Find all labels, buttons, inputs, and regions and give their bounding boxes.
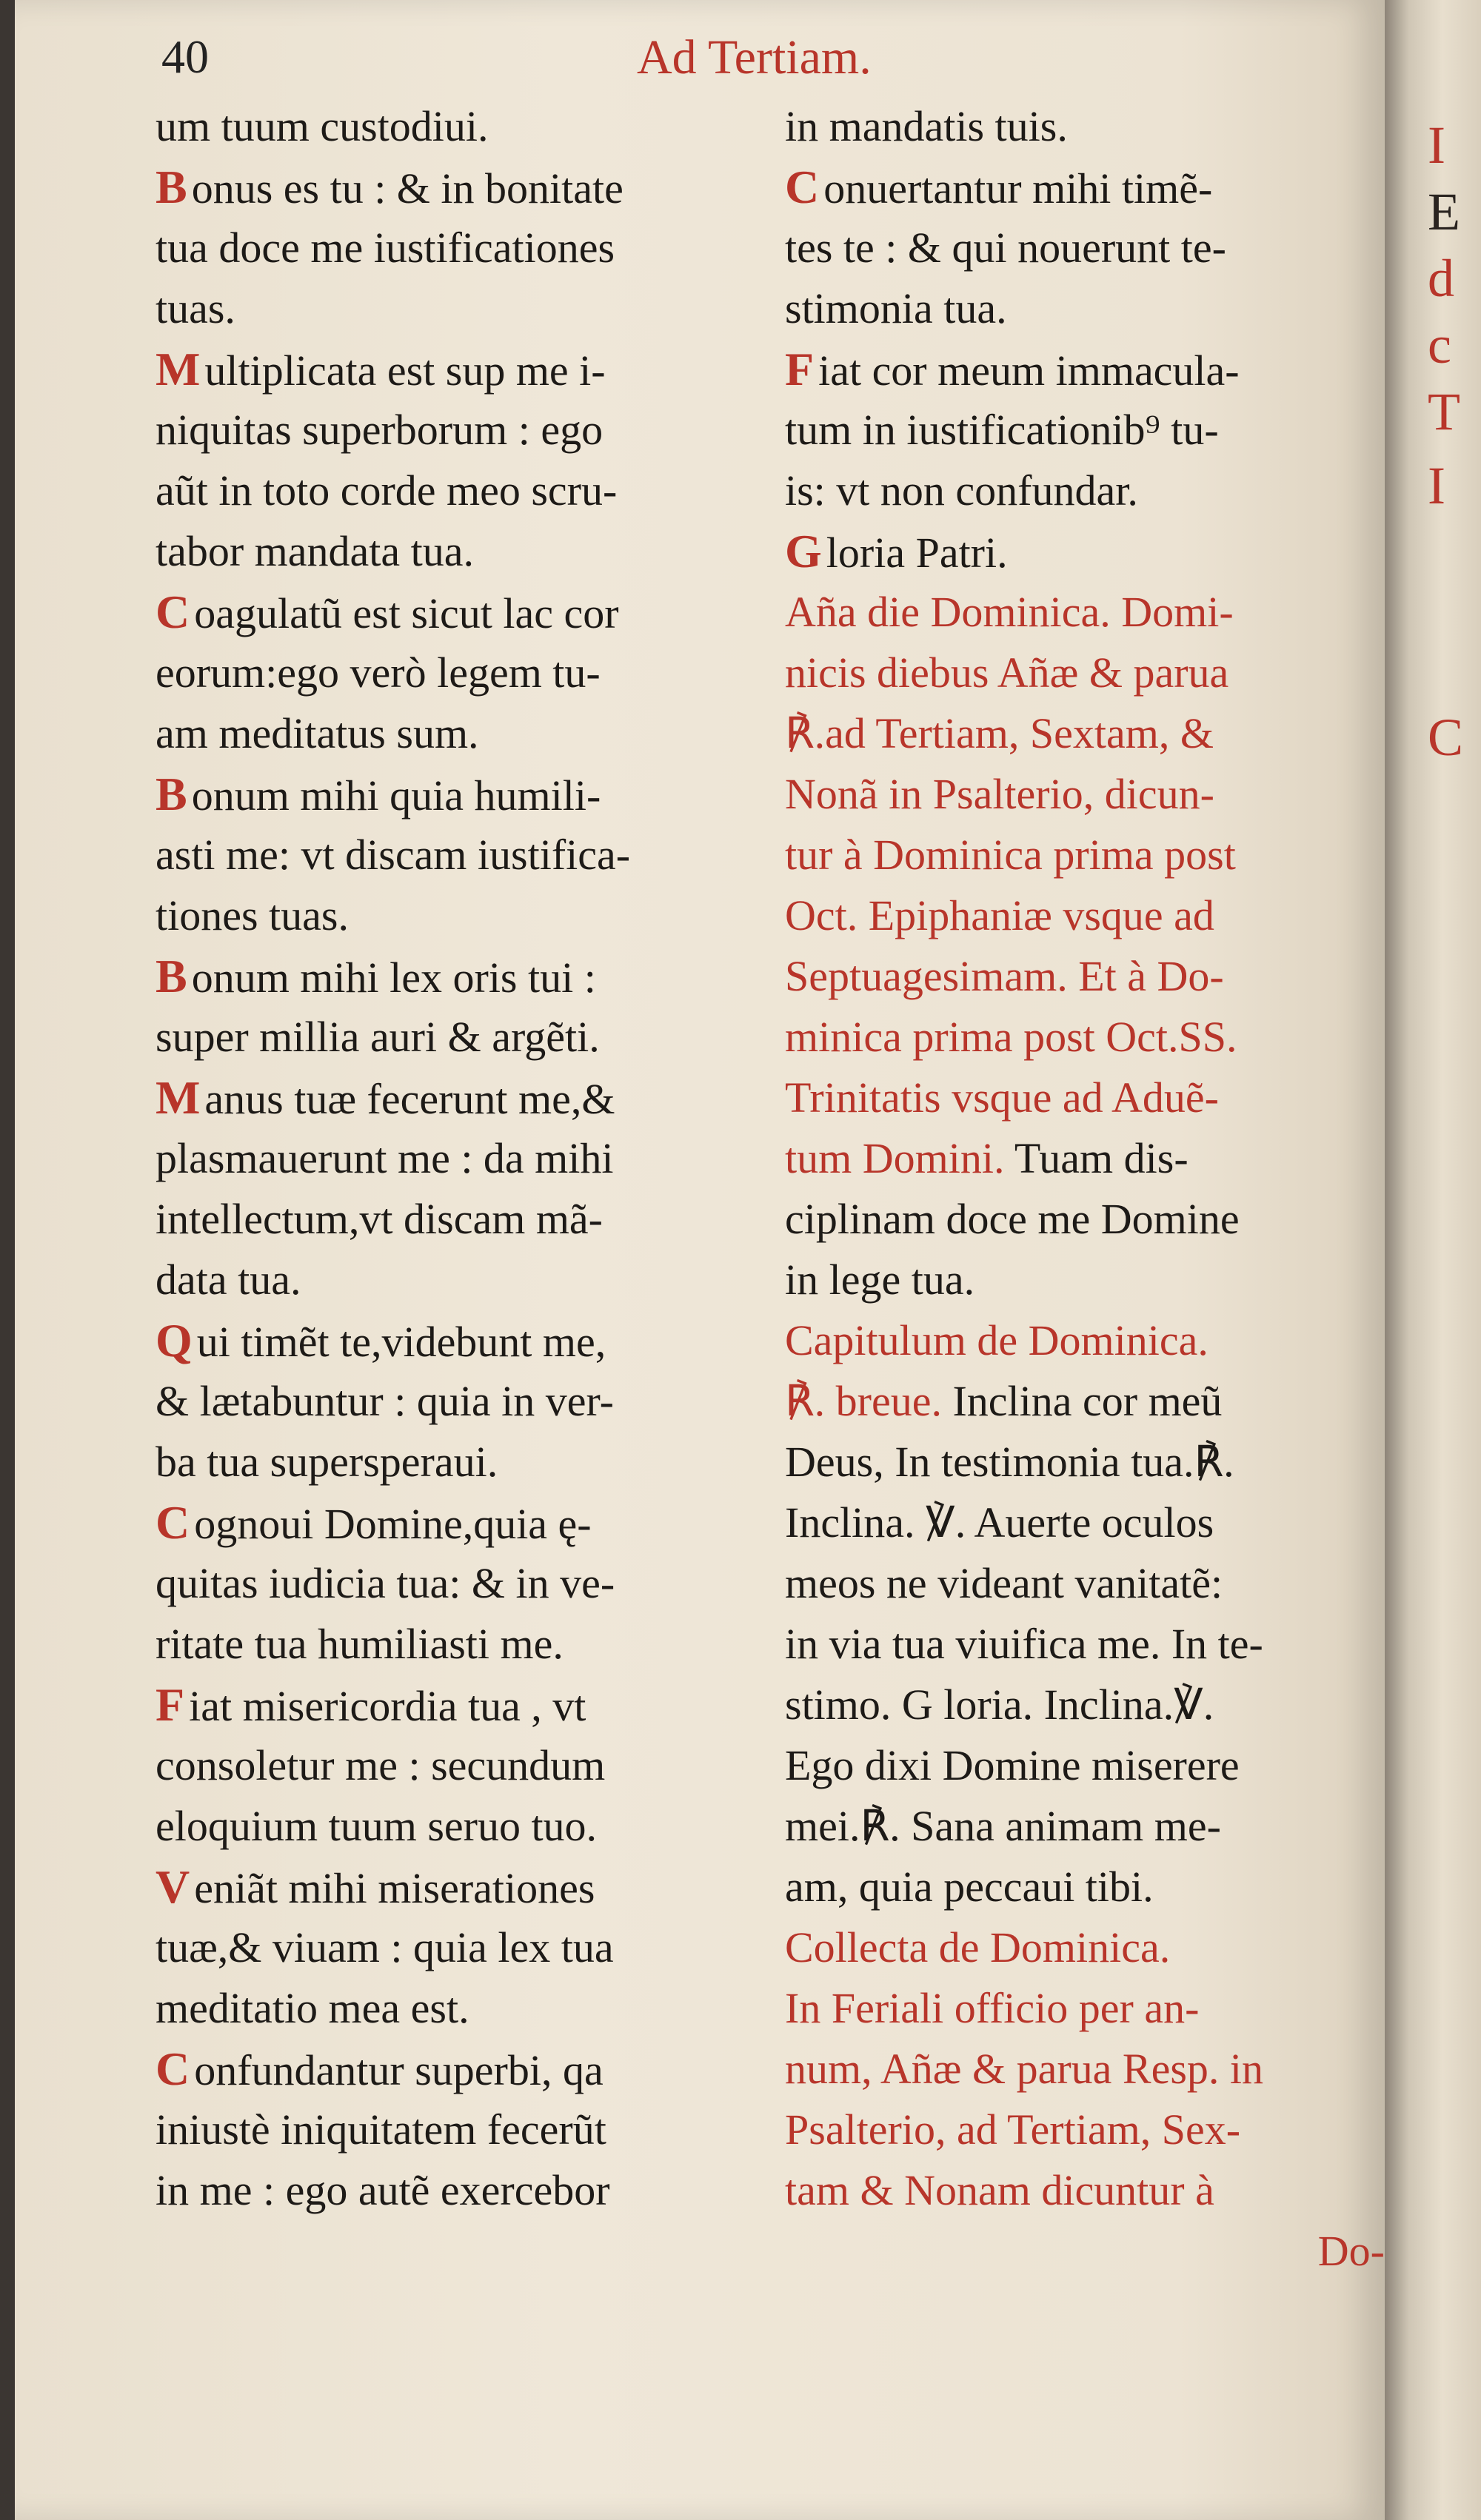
line-text: iat cor meum immacula- bbox=[818, 346, 1240, 395]
book-page bbox=[15, 0, 1385, 2520]
text-line bbox=[785, 218, 1385, 278]
rubric-text: tam & Nonam dicuntur à bbox=[785, 2166, 1214, 2214]
line-text: um tuum custodiui. bbox=[156, 102, 489, 150]
line-text: eorum:ego verò legem tu- bbox=[156, 649, 601, 697]
text-line bbox=[156, 1007, 770, 1068]
line-text: tabor mandata tua. bbox=[156, 527, 474, 575]
text-line bbox=[785, 1432, 1385, 1492]
line-text: consoletur me : secundum bbox=[156, 1741, 606, 1789]
text-line bbox=[156, 1250, 770, 1310]
rubric-text: num, Añæ & parua Resp. in bbox=[785, 2045, 1264, 2093]
line-text: loria Patri. bbox=[826, 529, 1008, 577]
text-line bbox=[785, 825, 1385, 885]
rubric-text: nicis diebus Añæ & parua bbox=[785, 649, 1229, 697]
text-line bbox=[156, 643, 770, 703]
line-text: & lætabuntur : quia in ver- bbox=[156, 1377, 614, 1425]
text-line bbox=[785, 2100, 1385, 2160]
rubric-text: Oct. Epiphaniæ vsque ad bbox=[785, 891, 1214, 939]
text-line bbox=[156, 1735, 770, 1796]
line-text: data tua. bbox=[156, 1256, 301, 1304]
line-text: aũt in toto corde meo scru- bbox=[156, 466, 618, 515]
running-title: Ad Tertiam. bbox=[637, 30, 872, 84]
rubric-text: Aña die Dominica. Domi- bbox=[785, 588, 1234, 636]
text-line bbox=[156, 1310, 770, 1371]
text-line bbox=[785, 96, 1385, 157]
text-line bbox=[156, 521, 770, 582]
next-page-edge bbox=[1385, 0, 1481, 2520]
text-line bbox=[785, 703, 1385, 764]
text-line bbox=[785, 1917, 1385, 1978]
text-line bbox=[156, 278, 770, 339]
text-line bbox=[785, 1128, 1385, 1189]
line-text: Tuam dis- bbox=[1004, 1134, 1189, 1182]
text-line bbox=[785, 1250, 1385, 1310]
right-text-column bbox=[785, 96, 1385, 2282]
text-line bbox=[156, 1917, 770, 1978]
line-text: tes te : & qui nouerunt te- bbox=[785, 224, 1226, 272]
line-text: stimo. G loria. Inclina.℣. bbox=[785, 1680, 1214, 1729]
line-text: Inclina cor meũ bbox=[941, 1377, 1223, 1425]
line-text: mei.℟. Sana animam me- bbox=[785, 1802, 1221, 1850]
text-line bbox=[156, 339, 770, 400]
text-line bbox=[785, 400, 1385, 460]
line-text: tiones tuas. bbox=[156, 891, 349, 939]
edge-letter: C bbox=[1428, 708, 1464, 767]
text-line bbox=[156, 218, 770, 278]
line-text: in lege tua. bbox=[785, 1256, 975, 1304]
text-line bbox=[156, 1371, 770, 1432]
text-line bbox=[785, 1675, 1385, 1735]
text-line bbox=[785, 460, 1385, 521]
text-line bbox=[785, 582, 1385, 643]
rubric-text: Capitulum de Dominica. bbox=[785, 1316, 1208, 1364]
line-text: onuertantur mihi timẽ- bbox=[823, 164, 1213, 212]
initial-letter: G bbox=[785, 525, 822, 577]
text-line bbox=[156, 1128, 770, 1189]
line-text: in mandatis tuis. bbox=[785, 102, 1068, 150]
initial-letter: V bbox=[156, 1860, 190, 1913]
text-line bbox=[785, 764, 1385, 825]
initial-letter: F bbox=[156, 1678, 185, 1731]
edge-letter: c bbox=[1428, 315, 1451, 375]
initial-letter: C bbox=[156, 1496, 190, 1549]
rubric-text: ℟.ad Tertiam, Sextam, & bbox=[785, 709, 1214, 757]
line-text: ognoui Domine,quia ę- bbox=[194, 1500, 592, 1548]
line-text: quitas iudicia tua: & in ve- bbox=[156, 1559, 615, 1607]
initial-letter: C bbox=[156, 2043, 190, 2095]
line-text: onum mihi lex oris tui : bbox=[191, 954, 596, 1002]
line-text: am, quia peccaui tibi. bbox=[785, 1863, 1154, 1911]
initial-letter: C bbox=[156, 586, 190, 638]
line-text: tum in iustificationib⁹ tu- bbox=[785, 406, 1219, 454]
text-line bbox=[156, 825, 770, 885]
edge-letter: I bbox=[1428, 456, 1445, 515]
rubric-text: Septuagesimam. Et à Do- bbox=[785, 952, 1224, 1000]
line-text: Ego dixi Domine miserere bbox=[785, 1741, 1240, 1789]
text-line bbox=[785, 1189, 1385, 1250]
line-text: ultiplicata est sup me i- bbox=[204, 346, 606, 395]
line-text: intellectum,vt discam mã- bbox=[156, 1195, 603, 1243]
text-line bbox=[156, 1189, 770, 1250]
text-line bbox=[156, 460, 770, 521]
line-text: in via tua viuifica me. In te- bbox=[785, 1620, 1263, 1668]
rubric-text: ℟. breue. bbox=[785, 1377, 942, 1425]
line-text: ciplinam doce me Domine bbox=[785, 1195, 1240, 1243]
rubric-text: Collecta de Dominica. bbox=[785, 1923, 1171, 1971]
text-line bbox=[785, 2039, 1385, 2100]
text-line bbox=[156, 96, 770, 157]
edge-letter: I bbox=[1428, 115, 1445, 175]
text-line bbox=[156, 885, 770, 946]
page-header bbox=[15, 30, 1385, 96]
page-number: 40 bbox=[161, 30, 209, 83]
text-line bbox=[785, 1735, 1385, 1796]
line-text: stimonia tua. bbox=[785, 284, 1007, 332]
text-line bbox=[156, 764, 770, 825]
text-line bbox=[785, 1614, 1385, 1675]
initial-letter: B bbox=[156, 950, 187, 1002]
line-text: niquitas superborum : ego bbox=[156, 406, 604, 454]
text-line bbox=[156, 582, 770, 643]
line-text: oagulatũ est sicut lac cor bbox=[194, 589, 619, 637]
line-text: tua doce me iustificationes bbox=[156, 224, 615, 272]
text-line bbox=[785, 643, 1385, 703]
text-line bbox=[156, 2039, 770, 2100]
rubric-text: tur à Dominica prima post bbox=[785, 831, 1236, 879]
text-line bbox=[785, 1068, 1385, 1128]
text-line bbox=[156, 1796, 770, 1857]
text-line bbox=[785, 1978, 1385, 2039]
line-text: plasmauerunt me : da mihi bbox=[156, 1134, 614, 1182]
line-text: is: vt non confundar. bbox=[785, 466, 1138, 515]
text-line bbox=[156, 703, 770, 764]
text-line bbox=[785, 339, 1385, 400]
line-text: iniustè iniquitatem fecerũt bbox=[156, 2105, 606, 2154]
rubric-text: Do- bbox=[1317, 2227, 1385, 2275]
left-text-column bbox=[156, 96, 770, 2221]
text-line bbox=[785, 278, 1385, 339]
line-text: iat misericordia tua , vt bbox=[189, 1682, 586, 1730]
text-line bbox=[156, 1614, 770, 1675]
text-line bbox=[785, 1796, 1385, 1857]
text-line bbox=[785, 2160, 1385, 2221]
edge-letter: d bbox=[1428, 249, 1454, 308]
line-text: Inclina. ℣. Auerte oculos bbox=[785, 1498, 1214, 1546]
line-text: super millia auri & argẽti. bbox=[156, 1013, 600, 1061]
initial-letter: B bbox=[156, 161, 187, 213]
text-line bbox=[156, 1492, 770, 1553]
text-line bbox=[785, 1553, 1385, 1614]
line-text: onum mihi quia humili- bbox=[191, 771, 601, 820]
rubric-text: tum Domini. bbox=[785, 1134, 1005, 1182]
rubric-text: In Feriali officio per an- bbox=[785, 1984, 1200, 2032]
text-line bbox=[785, 1007, 1385, 1068]
text-line bbox=[156, 946, 770, 1007]
edge-letter: E bbox=[1428, 182, 1460, 241]
line-text: meos ne videant vanitatẽ: bbox=[785, 1559, 1223, 1607]
rubric-text: Trinitatis vsque ad Aduẽ- bbox=[785, 1073, 1219, 1122]
text-line bbox=[156, 1978, 770, 2039]
line-text: Deus, In testimonia tua.℟. bbox=[785, 1438, 1234, 1486]
line-text: eloquium tuum seruo tuo. bbox=[156, 1802, 598, 1850]
text-line bbox=[785, 1371, 1385, 1432]
rubric-text: minica prima post Oct.SS. bbox=[785, 1013, 1237, 1061]
rubric-text: Nonã in Psalterio, dicun- bbox=[785, 770, 1214, 818]
text-line bbox=[156, 1068, 770, 1128]
line-text: tuas. bbox=[156, 284, 235, 332]
initial-letter: M bbox=[156, 1071, 201, 1124]
rubric-text: Psalterio, ad Tertiam, Sex- bbox=[785, 2105, 1241, 2154]
edge-letter: T bbox=[1428, 382, 1460, 441]
initial-letter: B bbox=[156, 768, 187, 820]
text-line bbox=[785, 2221, 1385, 2282]
text-line bbox=[785, 157, 1385, 218]
text-line bbox=[156, 2160, 770, 2221]
line-text: eniãt mihi miserationes bbox=[194, 1864, 595, 1912]
initial-letter: Q bbox=[156, 1314, 193, 1367]
initial-letter: C bbox=[785, 161, 820, 213]
line-text: ritate tua humiliasti me. bbox=[156, 1620, 564, 1668]
text-line bbox=[785, 1492, 1385, 1553]
line-text: ba tua supersperaui. bbox=[156, 1438, 498, 1486]
line-text: am meditatus sum. bbox=[156, 709, 479, 757]
line-text: tuæ,& viuam : quia lex tua bbox=[156, 1923, 614, 1971]
initial-letter: M bbox=[156, 343, 201, 395]
text-line bbox=[156, 157, 770, 218]
line-text: asti me: vt discam iustifica- bbox=[156, 831, 631, 879]
text-line bbox=[156, 400, 770, 460]
line-text: in me : ego autẽ exercebor bbox=[156, 2166, 610, 2214]
text-line bbox=[156, 1432, 770, 1492]
initial-letter: F bbox=[785, 343, 815, 395]
text-line bbox=[785, 521, 1385, 582]
line-text: onfundantur superbi, qa bbox=[194, 2046, 604, 2094]
text-line bbox=[156, 1675, 770, 1735]
line-text: onus es tu : & in bonitate bbox=[191, 164, 624, 212]
text-line bbox=[156, 2100, 770, 2160]
text-line bbox=[785, 1857, 1385, 1917]
text-line bbox=[785, 946, 1385, 1007]
text-line bbox=[785, 1310, 1385, 1371]
text-line bbox=[156, 1553, 770, 1614]
line-text: ui timẽt te,videbunt me, bbox=[196, 1318, 606, 1366]
line-text: meditatio mea est. bbox=[156, 1984, 469, 2032]
text-line bbox=[785, 885, 1385, 946]
text-line bbox=[156, 1857, 770, 1917]
line-text: anus tuæ fecerunt me,& bbox=[204, 1075, 615, 1123]
